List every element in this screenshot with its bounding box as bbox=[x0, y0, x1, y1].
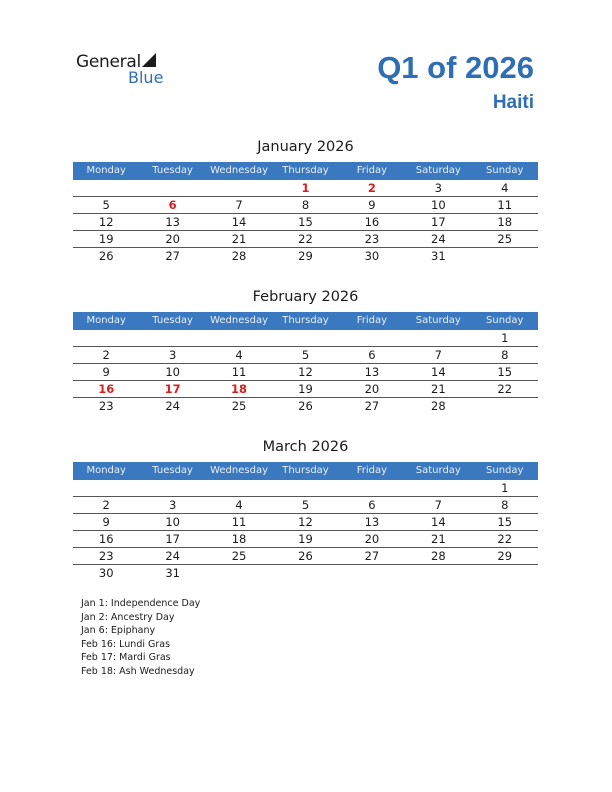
day-cell: 23 bbox=[364, 232, 380, 246]
week-row bbox=[73, 214, 538, 231]
weekday-label: Sunday bbox=[486, 315, 524, 326]
day-cell bbox=[73, 480, 139, 496]
day-cell: 10 bbox=[165, 515, 180, 529]
day-cell: 27 bbox=[364, 399, 380, 413]
day-cell: 20 bbox=[165, 232, 180, 246]
day-cell: 4 bbox=[235, 348, 243, 362]
month-january bbox=[73, 136, 538, 264]
day-cell bbox=[472, 565, 538, 581]
day-cell: 16 bbox=[98, 382, 115, 396]
weekday-label: Wednesday bbox=[210, 165, 268, 176]
day-cell: 21 bbox=[431, 382, 446, 396]
weekday-header bbox=[73, 312, 538, 330]
day-cell: 2 bbox=[102, 498, 110, 512]
day-cell: 21 bbox=[431, 532, 446, 546]
day-cell: 28 bbox=[431, 399, 446, 413]
brand-general: General bbox=[76, 52, 141, 72]
weekday-label: Friday bbox=[356, 165, 388, 176]
day-cell: 13 bbox=[364, 365, 380, 379]
day-cell: 9 bbox=[102, 515, 110, 529]
day-cell bbox=[339, 480, 405, 496]
day-cell: 26 bbox=[98, 249, 114, 263]
day-cell: 27 bbox=[165, 249, 180, 263]
day-cell: 2 bbox=[102, 348, 110, 362]
day-cell bbox=[405, 565, 471, 581]
day-cell: 27 bbox=[364, 549, 380, 563]
day-cell: 25 bbox=[497, 232, 513, 246]
day-cell: 11 bbox=[231, 515, 247, 529]
day-cell: 5 bbox=[301, 498, 310, 512]
day-cell: 5 bbox=[301, 348, 310, 362]
week-row bbox=[73, 398, 538, 414]
day-cell: 12 bbox=[298, 515, 313, 529]
day-cell: 12 bbox=[298, 365, 313, 379]
day-cell: 8 bbox=[501, 498, 509, 512]
day-cell: 1 bbox=[501, 331, 509, 345]
day-cell: 25 bbox=[231, 549, 247, 563]
day-cell: 26 bbox=[298, 399, 313, 413]
day-cell: 20 bbox=[364, 382, 380, 396]
day-cell: 21 bbox=[231, 232, 247, 246]
day-cell: 30 bbox=[364, 249, 380, 263]
day-cell: 17 bbox=[164, 382, 181, 396]
day-cell bbox=[405, 480, 471, 496]
weekday-header bbox=[73, 462, 538, 480]
weekday-label: Tuesday bbox=[152, 465, 193, 476]
weekday-label: Monday bbox=[86, 465, 126, 476]
day-cell: 7 bbox=[434, 348, 442, 362]
holiday-note: Feb 18: Ash Wednesday bbox=[81, 665, 195, 677]
page-title: Q1 of 2026 bbox=[377, 50, 534, 85]
day-cell: 14 bbox=[231, 215, 247, 229]
day-cell: 10 bbox=[431, 198, 446, 212]
week-row bbox=[73, 381, 538, 398]
day-cell bbox=[405, 330, 471, 346]
day-cell: 19 bbox=[298, 382, 313, 396]
day-cell: 18 bbox=[497, 215, 513, 229]
holiday-note: Jan 2: Ancestry Day bbox=[81, 611, 175, 623]
day-cell bbox=[272, 480, 338, 496]
day-cell: 31 bbox=[431, 249, 446, 263]
week-row bbox=[73, 231, 538, 248]
month-title: March 2026 bbox=[262, 439, 349, 455]
week-row bbox=[73, 565, 538, 581]
day-cell: 3 bbox=[434, 181, 442, 195]
day-cell: 3 bbox=[168, 348, 177, 362]
day-cell bbox=[206, 180, 272, 196]
day-cell: 6 bbox=[168, 198, 177, 212]
day-cell: 16 bbox=[98, 532, 114, 546]
day-cell: 10 bbox=[165, 365, 180, 379]
week-row bbox=[73, 330, 538, 347]
week-row bbox=[73, 514, 538, 531]
weekday-label: Saturday bbox=[415, 165, 461, 176]
day-cell: 22 bbox=[298, 232, 313, 246]
weekday-label: Saturday bbox=[415, 465, 461, 476]
month-march bbox=[73, 436, 538, 581]
weekday-label: Monday bbox=[86, 315, 126, 326]
week-row bbox=[73, 480, 538, 497]
holiday-note: Jan 6: Epiphany bbox=[81, 625, 156, 636]
day-cell: 17 bbox=[431, 215, 446, 229]
holiday-note: Jan 1: Independence Day bbox=[81, 598, 201, 609]
weekday-label: Wednesday bbox=[210, 465, 268, 476]
week-row bbox=[73, 347, 538, 364]
weekday-label: Sunday bbox=[486, 165, 524, 176]
logo-triangle-icon bbox=[142, 53, 156, 67]
week-row bbox=[73, 197, 538, 214]
week-row bbox=[73, 531, 538, 548]
day-cell: 6 bbox=[368, 348, 376, 362]
day-cell bbox=[206, 565, 272, 581]
day-cell: 8 bbox=[301, 198, 310, 212]
day-cell: 20 bbox=[364, 532, 380, 546]
day-cell bbox=[139, 330, 205, 346]
weekday-label: Monday bbox=[86, 165, 126, 176]
day-cell bbox=[339, 565, 405, 581]
day-cell: 17 bbox=[165, 532, 180, 546]
weekday-label: Saturday bbox=[415, 315, 461, 326]
day-cell: 19 bbox=[298, 532, 313, 546]
day-cell: 26 bbox=[298, 549, 313, 563]
day-cell: 11 bbox=[231, 365, 247, 379]
holiday-notes bbox=[81, 597, 200, 678]
day-cell: 2 bbox=[367, 181, 376, 195]
month-title: February 2026 bbox=[252, 289, 359, 305]
day-cell: 13 bbox=[165, 215, 180, 229]
weekday-label: Thursday bbox=[282, 465, 329, 476]
day-cell: 6 bbox=[368, 498, 376, 512]
day-cell: 5 bbox=[102, 198, 110, 212]
day-cell: 28 bbox=[231, 249, 247, 263]
weekday-label: Friday bbox=[356, 465, 388, 476]
day-cell bbox=[272, 565, 338, 581]
day-cell bbox=[206, 330, 272, 346]
month-title: January 2026 bbox=[257, 139, 354, 155]
day-cell: 4 bbox=[235, 498, 243, 512]
weekday-label: Tuesday bbox=[152, 315, 193, 326]
day-cell bbox=[73, 180, 139, 196]
day-cell: 24 bbox=[165, 549, 180, 563]
day-cell: 14 bbox=[431, 515, 446, 529]
day-cell bbox=[272, 330, 338, 346]
calendar-grid bbox=[73, 330, 538, 414]
brand-blue: Blue bbox=[128, 68, 164, 87]
weekday-label: Sunday bbox=[486, 465, 524, 476]
day-cell bbox=[139, 180, 205, 196]
week-row bbox=[73, 497, 538, 514]
weekday-label: Thursday bbox=[282, 165, 329, 176]
day-cell: 31 bbox=[165, 566, 180, 580]
day-cell: 7 bbox=[235, 198, 243, 212]
day-cell bbox=[139, 480, 205, 496]
day-cell: 22 bbox=[497, 382, 513, 396]
day-cell: 23 bbox=[98, 399, 114, 413]
country-name: Haiti bbox=[492, 92, 534, 113]
day-cell: 15 bbox=[298, 215, 313, 229]
day-cell: 30 bbox=[98, 566, 114, 580]
calendar-grid bbox=[73, 480, 538, 581]
day-cell: 18 bbox=[231, 382, 248, 396]
weekday-header bbox=[73, 162, 538, 180]
week-row bbox=[73, 180, 538, 197]
week-row bbox=[73, 548, 538, 565]
day-cell: 9 bbox=[368, 198, 376, 212]
day-cell bbox=[339, 330, 405, 346]
day-cell: 8 bbox=[501, 348, 509, 362]
calendar-grid bbox=[73, 180, 538, 264]
weekday-label: Thursday bbox=[282, 315, 329, 326]
day-cell: 3 bbox=[168, 498, 177, 512]
day-cell: 29 bbox=[497, 549, 513, 563]
day-cell: 4 bbox=[501, 181, 509, 195]
day-cell: 7 bbox=[434, 498, 442, 512]
holiday-note: Feb 17: Mardi Gras bbox=[81, 652, 171, 663]
weekday-label: Wednesday bbox=[210, 315, 268, 326]
day-cell: 23 bbox=[98, 549, 114, 563]
month-february bbox=[73, 286, 538, 414]
day-cell: 25 bbox=[231, 399, 247, 413]
day-cell: 14 bbox=[431, 365, 446, 379]
day-cell: 1 bbox=[501, 481, 509, 495]
day-cell: 19 bbox=[98, 232, 114, 246]
day-cell: 29 bbox=[298, 249, 313, 263]
day-cell bbox=[73, 330, 139, 346]
holiday-note: Feb 16: Lundi Gras bbox=[81, 638, 171, 650]
week-row bbox=[73, 364, 538, 381]
day-cell: 24 bbox=[431, 232, 446, 246]
day-cell: 15 bbox=[497, 515, 513, 529]
week-row bbox=[73, 248, 538, 264]
day-cell: 9 bbox=[102, 365, 110, 379]
day-cell: 18 bbox=[231, 532, 247, 546]
weekday-label: Tuesday bbox=[152, 165, 193, 176]
day-cell: 1 bbox=[301, 181, 310, 195]
day-cell: 15 bbox=[497, 365, 513, 379]
day-cell: 22 bbox=[497, 532, 513, 546]
day-cell: 13 bbox=[364, 515, 380, 529]
day-cell: 12 bbox=[98, 215, 114, 229]
day-cell bbox=[206, 480, 272, 496]
weekday-label: Friday bbox=[356, 315, 388, 326]
day-cell: 24 bbox=[165, 399, 180, 413]
day-cell bbox=[472, 398, 538, 414]
day-cell bbox=[472, 248, 538, 264]
day-cell: 16 bbox=[364, 215, 380, 229]
brand-logo bbox=[76, 52, 186, 92]
day-cell: 28 bbox=[431, 549, 446, 563]
day-cell: 11 bbox=[497, 198, 513, 212]
